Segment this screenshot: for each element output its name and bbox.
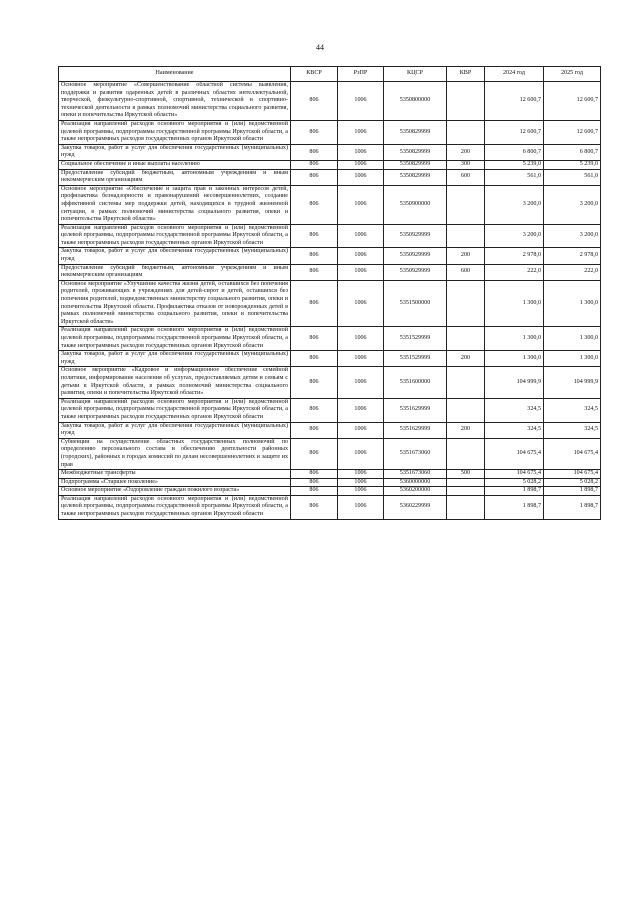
cell-kvr: 200 — [447, 144, 485, 160]
cell-kcsr: 5351529999 — [384, 327, 447, 351]
page-number: 44 — [316, 43, 324, 52]
table-row — [59, 264, 601, 280]
cell-rzpr: 1006 — [338, 398, 384, 422]
cell-rzpr: 1006 — [338, 248, 384, 264]
cell-rzpr: 1006 — [338, 185, 384, 224]
cell-kvsr: 806 — [291, 398, 338, 422]
cell-kcsr: 5350829999 — [384, 144, 447, 160]
cell-kcsr: 5350900000 — [384, 185, 447, 224]
cell-kvr — [447, 327, 485, 351]
cell-kvr — [447, 495, 485, 519]
cell-2025: 1 300,0 — [544, 280, 601, 327]
cell-2024: 222,0 — [485, 264, 544, 280]
cell-kvsr: 806 — [291, 264, 338, 280]
cell-name: Реализация направлений расходов основного мероприятия и (или) ведомственной целевой программы, подпрограммы государственной программы Иркутской области, а также непрограммных расходов государственных органов Иркутской области — [59, 495, 291, 519]
cell-name: Социальное обеспечение и иные выплаты населению — [59, 160, 291, 169]
cell-kvr — [447, 487, 485, 496]
cell-rzpr: 1006 — [338, 144, 384, 160]
cell-kvr: 200 — [447, 422, 485, 438]
cell-kvsr: 806 — [291, 367, 338, 398]
cell-kvsr: 806 — [291, 185, 338, 224]
cell-name: Предоставление субсидий бюджетным, автономным учреждениям и иным некоммерческим организациям — [59, 264, 291, 280]
table-row — [59, 495, 601, 519]
table-row — [59, 470, 601, 479]
table-row — [59, 169, 601, 185]
table-row — [59, 280, 601, 327]
cell-2024: 2 978,0 — [485, 248, 544, 264]
budget-table — [58, 66, 601, 520]
cell-name: Закупка товаров, работ и услуг для обеспечения государственных (муниципальных) нужд — [59, 248, 291, 264]
cell-kvr: 200 — [447, 351, 485, 367]
cell-rzpr: 1006 — [338, 120, 384, 144]
cell-rzpr: 1006 — [338, 470, 384, 479]
cell-2024: 104 675,4 — [485, 470, 544, 479]
cell-rzpr: 1006 — [338, 351, 384, 367]
cell-kvsr: 806 — [291, 438, 338, 469]
cell-2024: 12 600,7 — [485, 120, 544, 144]
cell-kcsr: 5350829999 — [384, 120, 447, 144]
cell-name: Межбюджетные трансферты — [59, 470, 291, 479]
cell-rzpr: 1006 — [338, 280, 384, 327]
cell-kvr — [447, 478, 485, 487]
cell-name: Субвенции на осуществление областных государственных полномочий по определению персонального состава и обеспечению деятельности районных (городских), районных в городах комиссий по делам несовершеннолетних и защите их прав — [59, 438, 291, 469]
cell-kvsr: 806 — [291, 487, 338, 496]
cell-2024: 5 028,2 — [485, 478, 544, 487]
table-row — [59, 185, 601, 224]
cell-2024: 1 898,7 — [485, 495, 544, 519]
cell-2024: 12 600,7 — [485, 82, 544, 121]
cell-2025: 5 028,2 — [544, 478, 601, 487]
cell-kvr — [447, 398, 485, 422]
cell-2025: 104 675,4 — [544, 438, 601, 469]
cell-kvsr: 806 — [291, 120, 338, 144]
col-header-kvr: КВР — [447, 67, 485, 82]
table-row — [59, 422, 601, 438]
cell-kvsr: 806 — [291, 160, 338, 169]
cell-name: Закупка товаров, работ и услуг для обеспечения государственных (муниципальных) нужд — [59, 422, 291, 438]
cell-kvr: 200 — [447, 248, 485, 264]
cell-2024: 3 200,0 — [485, 185, 544, 224]
cell-2024: 104 999,9 — [485, 367, 544, 398]
cell-kvr — [447, 82, 485, 121]
cell-name: Реализация направлений расходов основного мероприятия и (или) ведомственной целевой программы, подпрограммы государственной программы Иркутской области, а также непрограммных расходов государственных органов Иркутской области — [59, 224, 291, 248]
cell-kvsr: 806 — [291, 169, 338, 185]
col-header-2024: 2024 год — [485, 67, 544, 82]
cell-kvr: 600 — [447, 264, 485, 280]
cell-kvr — [447, 438, 485, 469]
cell-2025: 3 200,0 — [544, 185, 601, 224]
cell-name: Основное мероприятие «Оздоровление граждан пожилого возраста» — [59, 487, 291, 496]
cell-rzpr: 1006 — [338, 82, 384, 121]
table-row — [59, 351, 601, 367]
cell-kcsr: 5360200000 — [384, 487, 447, 496]
cell-2025: 1 898,7 — [544, 495, 601, 519]
cell-kvr: 600 — [447, 169, 485, 185]
cell-2024: 104 675,4 — [485, 438, 544, 469]
table-row — [59, 367, 601, 398]
cell-kvr: 500 — [447, 470, 485, 479]
cell-name: Основное мероприятие «Совершенствование областной системы выявления, поддержки и развития одаренных детей в различных областях интеллектуальной, творческой, физкультурно-спортивной, спортивной, технической и спортивно-технической деятельности в рамках полномочий министерства социального развития, опеки и попечительства Иркутской области» — [59, 82, 291, 121]
cell-2025: 222,0 — [544, 264, 601, 280]
cell-2025: 3 200,0 — [544, 224, 601, 248]
cell-2024: 1 300,0 — [485, 280, 544, 327]
cell-kcsr: 5351629999 — [384, 398, 447, 422]
cell-kvsr: 806 — [291, 224, 338, 248]
cell-rzpr: 1006 — [338, 495, 384, 519]
cell-2024: 1 898,7 — [485, 487, 544, 496]
cell-name: Подпрограмма «Старшее поколение» — [59, 478, 291, 487]
cell-2025: 6 800,7 — [544, 144, 601, 160]
table-row — [59, 478, 601, 487]
cell-name: Основное мероприятие «Обеспечение и защита прав и законных интересов детей, профилактика безнадзорности и правонарушений несовершеннолетних, создание эффективной системы мер поддержки детей, находящихся в трудной жизненной ситуации, в рамках полномочий министерства социального развития, опеки и попечительства Иркутской области» — [59, 185, 291, 224]
table-header-row — [59, 67, 601, 82]
col-header-name: Наименование — [59, 67, 291, 82]
cell-2025: 104 999,9 — [544, 367, 601, 398]
table-row — [59, 224, 601, 248]
cell-kvsr: 806 — [291, 422, 338, 438]
col-header-kvsr: КВСР — [291, 67, 338, 82]
cell-kcsr: 5351629999 — [384, 422, 447, 438]
cell-rzpr: 1006 — [338, 487, 384, 496]
cell-2024: 561,0 — [485, 169, 544, 185]
cell-kcsr: 5351673060 — [384, 470, 447, 479]
cell-rzpr: 1006 — [338, 169, 384, 185]
cell-rzpr: 1006 — [338, 478, 384, 487]
cell-kcsr: 5350929999 — [384, 264, 447, 280]
col-header-kcsr: КЦСР — [384, 67, 447, 82]
cell-kvsr: 806 — [291, 495, 338, 519]
cell-kvsr: 806 — [291, 351, 338, 367]
cell-kvsr: 806 — [291, 470, 338, 479]
cell-kvr — [447, 120, 485, 144]
cell-name: Реализация направлений расходов основного мероприятия и (или) ведомственной целевой программы, подпрограммы государственной программы Иркутской области, а также непрограммных расходов государственных органов Иркутской области — [59, 327, 291, 351]
cell-kvsr: 806 — [291, 280, 338, 327]
cell-2025: 1 300,0 — [544, 327, 601, 351]
cell-name: Закупка товаров, работ и услуг для обеспечения государственных (муниципальных) нужд — [59, 144, 291, 160]
cell-kcsr: 5350829999 — [384, 160, 447, 169]
cell-2024: 324,5 — [485, 398, 544, 422]
cell-kvsr: 806 — [291, 82, 338, 121]
cell-kcsr: 5350929999 — [384, 248, 447, 264]
table-row — [59, 327, 601, 351]
cell-rzpr: 1006 — [338, 422, 384, 438]
table-row — [59, 438, 601, 469]
cell-kcsr: 5351600000 — [384, 367, 447, 398]
cell-2024: 324,5 — [485, 422, 544, 438]
cell-2025: 2 978,0 — [544, 248, 601, 264]
cell-kcsr: 5351673060 — [384, 438, 447, 469]
cell-kcsr: 5350829999 — [384, 169, 447, 185]
cell-kvr — [447, 367, 485, 398]
cell-2025: 5 239,0 — [544, 160, 601, 169]
cell-2025: 1 300,0 — [544, 351, 601, 367]
col-header-rzpr: РзПР — [338, 67, 384, 82]
cell-2024: 5 239,0 — [485, 160, 544, 169]
cell-name: Предоставление субсидий бюджетным, автономным учреждениям и иным некоммерческим организациям — [59, 169, 291, 185]
cell-2025: 561,0 — [544, 169, 601, 185]
cell-2024: 6 800,7 — [485, 144, 544, 160]
cell-2025: 12 600,7 — [544, 82, 601, 121]
table-row — [59, 398, 601, 422]
cell-rzpr: 1006 — [338, 367, 384, 398]
cell-kvr — [447, 185, 485, 224]
table-row — [59, 144, 601, 160]
cell-kvsr: 806 — [291, 478, 338, 487]
cell-2025: 324,5 — [544, 398, 601, 422]
cell-kvsr: 806 — [291, 248, 338, 264]
cell-kcsr: 5360229999 — [384, 495, 447, 519]
table-row — [59, 160, 601, 169]
table-row — [59, 120, 601, 144]
cell-kcsr: 5351500000 — [384, 280, 447, 327]
cell-kcsr: 5360000000 — [384, 478, 447, 487]
table-row — [59, 82, 601, 121]
cell-kvr — [447, 224, 485, 248]
cell-kvsr: 806 — [291, 327, 338, 351]
cell-kvr — [447, 280, 485, 327]
cell-kcsr: 5350929999 — [384, 224, 447, 248]
cell-name: Закупка товаров, работ и услуг для обеспечения государственных (муниципальных) нужд — [59, 351, 291, 367]
cell-2025: 104 675,4 — [544, 470, 601, 479]
cell-2024: 1 300,0 — [485, 327, 544, 351]
cell-kvr: 300 — [447, 160, 485, 169]
table-row — [59, 487, 601, 496]
cell-kvsr: 806 — [291, 144, 338, 160]
cell-name: Основное мероприятие «Кадровое и информационное обеспечение семейной политики, информирование населения об услугах, предоставляемых детям и семьям с детьми в Иркутской области, в рамках полномочий министерства социального развития, опеки и попечительства Иркутской области» — [59, 367, 291, 398]
cell-2025: 324,5 — [544, 422, 601, 438]
cell-2025: 12 600,7 — [544, 120, 601, 144]
cell-name: Реализация направлений расходов основного мероприятия и (или) ведомственной целевой программы, подпрограммы государственной программы Иркутской области, а также непрограммных расходов государственных органов Иркутской области — [59, 398, 291, 422]
cell-name: Основное мероприятие «Улучшение качества жизни детей, оставшихся без попечения родителей, проживающих в учреждениях для детей-сирот и детей, оставшихся без попечения родителей, подведомственных министерству социального развития, опеки и попечительства Иркутской области. Профилактика отказов от новорожденных детей в рамках полномочий министерства социального развития, опеки и попечительства Иркутской области» — [59, 280, 291, 327]
cell-kcsr: 5351529999 — [384, 351, 447, 367]
cell-name: Реализация направлений расходов основного мероприятия и (или) ведомственной целевой программы, подпрограммы государственной программы Иркутской области, а также непрограммных расходов государственных органов Иркутской области — [59, 120, 291, 144]
cell-rzpr: 1006 — [338, 160, 384, 169]
cell-kcsr: 5350800000 — [384, 82, 447, 121]
cell-2025: 1 898,7 — [544, 487, 601, 496]
cell-2024: 1 300,0 — [485, 351, 544, 367]
cell-rzpr: 1006 — [338, 327, 384, 351]
col-header-2025: 2025 год — [544, 67, 601, 82]
cell-2024: 3 200,0 — [485, 224, 544, 248]
cell-rzpr: 1006 — [338, 438, 384, 469]
cell-rzpr: 1006 — [338, 264, 384, 280]
table-row — [59, 248, 601, 264]
cell-rzpr: 1006 — [338, 224, 384, 248]
